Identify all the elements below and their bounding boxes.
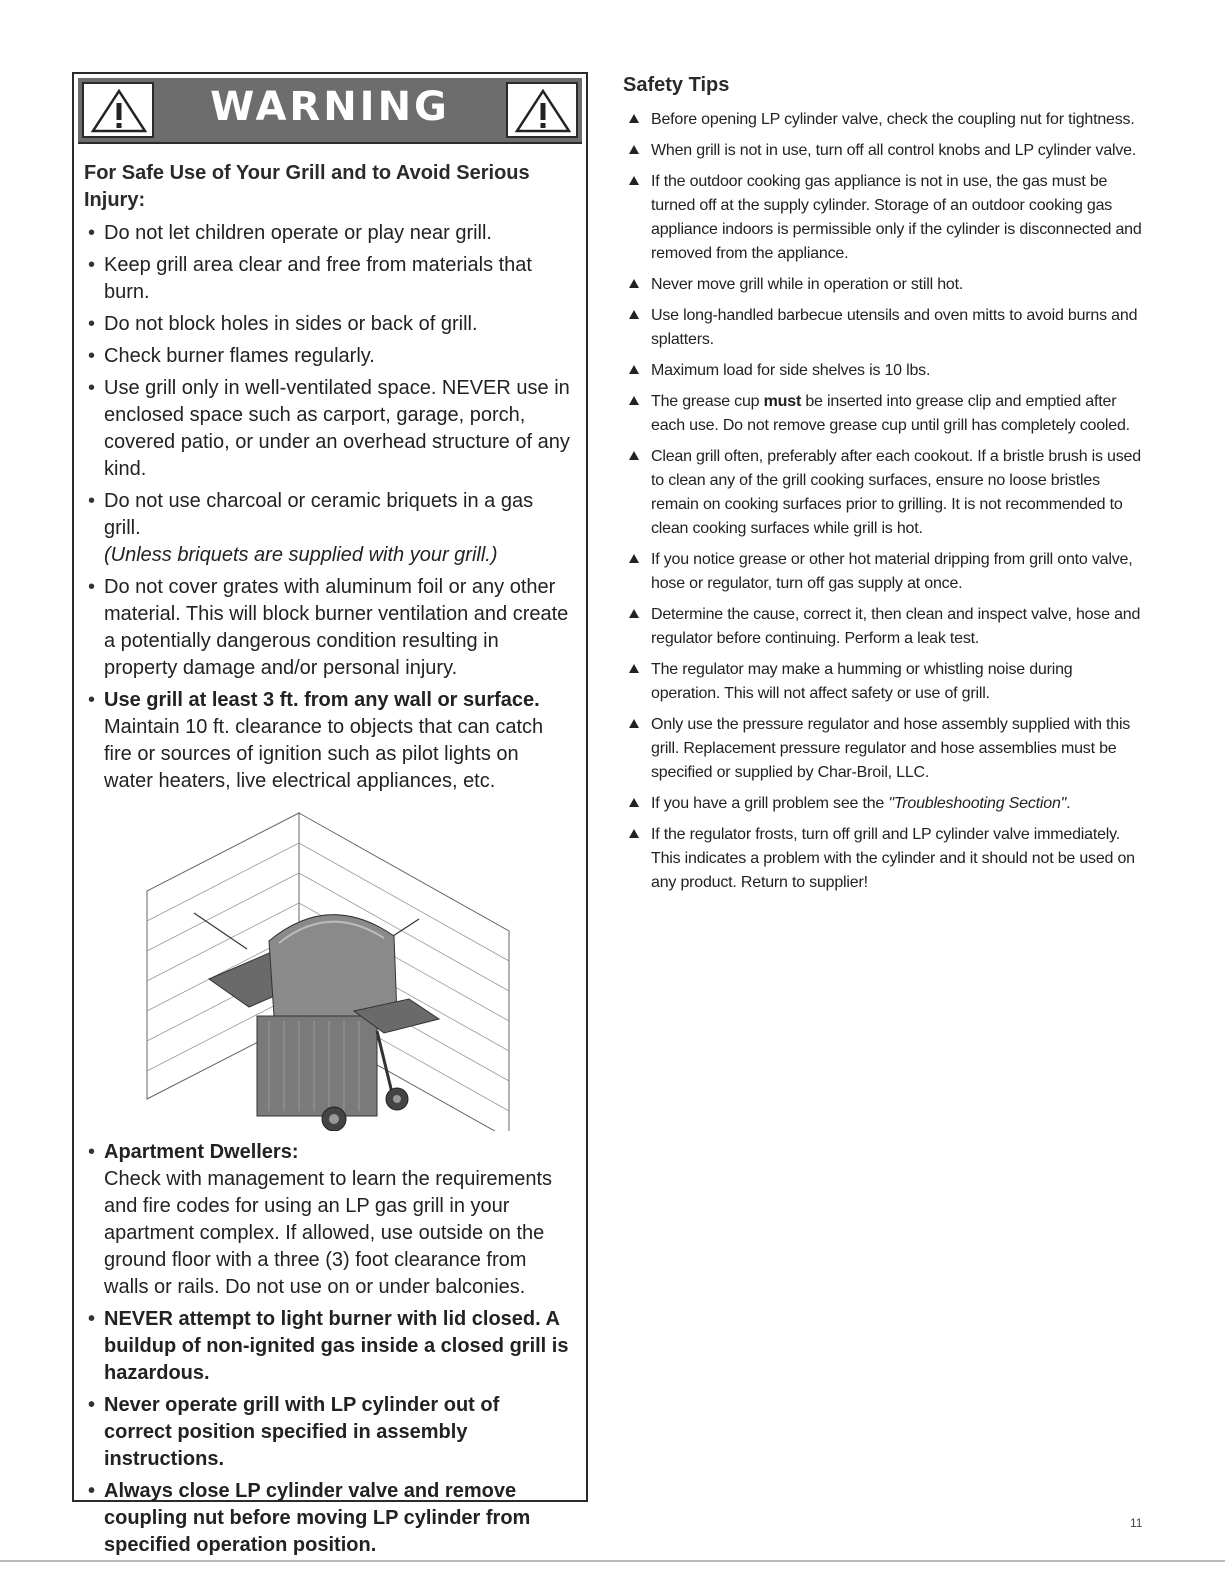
warning-body	[84, 160, 572, 1564]
triangle-bullet-icon	[629, 798, 639, 807]
warning-heading: For Safe Use of Your Grill and to Avoid Serious Injury:	[84, 162, 530, 211]
charcoal-note: (Unless briquets are supplied with your grill.)	[104, 544, 498, 566]
triangle-bullet-icon	[629, 310, 639, 319]
triangle-bullet-icon	[629, 114, 639, 123]
list-item	[623, 108, 1143, 132]
list-item: • Keep grill area clear and free from materials that burn.	[84, 252, 572, 306]
list-item	[84, 1139, 572, 1301]
list-item: • Always close LP cylinder valve and remove coupling nut before moving LP cylinder from specified operation position.	[84, 1478, 572, 1559]
grill-clearance-illustration	[139, 801, 539, 1131]
list-item	[84, 488, 572, 569]
triangle-bullet-icon	[629, 396, 639, 405]
warning-list	[84, 220, 572, 795]
triangle-bullet-icon	[629, 664, 639, 673]
triangle-bullet-icon	[629, 451, 639, 460]
page-number: 11	[1130, 1516, 1143, 1530]
apartment-text: Check with management to learn the requirements and fire codes for using an LP gas grill in your apartment complex. If allowed, use outside on the ground floor with a three (3) foot clearance from walls or rails. Do not use on or under balconies.	[104, 1168, 553, 1298]
tip-text: If the regulator frosts, turn off grill and LP cylinder valve immediately. This indicates a problem with the cylinder and it should not be used on any product. Return to supplier!	[651, 826, 1135, 891]
tip-text: Never move grill while in operation or still hot.	[651, 276, 964, 293]
warning-box	[72, 72, 588, 1556]
warning-triangle-icon	[82, 82, 154, 138]
list-item	[623, 273, 1143, 297]
list-item: • Do not cover grates with aluminum foil or any other material. This will block burner ventilation and create a potentially dangerous condition resulting in property damage and/or personal injury.	[84, 574, 572, 682]
list-item: • Use grill only in well-ventilated space. NEVER use in enclosed space such as carport, garage, porch, covered patio, or under an overhead structure of any kind.	[84, 375, 572, 483]
tip-text: The grease cup	[651, 393, 764, 410]
list-item: • NEVER attempt to light burner with lid closed. A buildup of non-ignited gas inside a closed grill is hazardous.	[84, 1306, 572, 1387]
triangle-bullet-icon	[629, 145, 639, 154]
triangle-bullet-icon	[629, 554, 639, 563]
tip-reference: "Troubleshooting Section"	[888, 795, 1067, 812]
triangle-bullet-icon	[629, 279, 639, 288]
tip-text: be inserted into grease clip and emptied after each use. Do not remove grease cup until grill has completely cooled.	[651, 393, 1130, 434]
page-bottom-rule	[0, 1560, 1225, 1562]
list-item	[623, 713, 1143, 785]
list-item	[623, 823, 1143, 895]
list-item: • Do not block holes in sides or back of grill.	[84, 311, 572, 338]
list-item: • Never operate grill with LP cylinder out of correct position specified in assembly instructions.	[84, 1392, 572, 1473]
tip-text: The regulator may make a humming or whistling noise during operation. This will not affect safety or use of grill.	[651, 661, 1073, 702]
clearance-lead: • Use grill at least 3 ft. from any wall or surface.	[104, 689, 540, 711]
clearance-text: Maintain 10 ft. clearance to objects that can catch fire or sources of ignition such as pilot lights on water heaters, live electrical appliances, etc.	[104, 716, 544, 792]
warning-triangle-icon	[506, 82, 578, 138]
tip-text: When grill is not in use, turn off all control knobs and LP cylinder valve.	[651, 142, 1137, 159]
list-item	[84, 687, 572, 795]
tip-text: Determine the cause, correct it, then clean and inspect valve, hose and regulator before continuing. Perform a leak test.	[651, 606, 1141, 647]
list-item	[623, 304, 1143, 352]
list-item	[623, 139, 1143, 163]
warning-header	[78, 78, 582, 144]
triangle-bullet-icon	[629, 365, 639, 374]
tip-text: Maximum load for side shelves is 10 lbs.	[651, 362, 931, 379]
list-item	[623, 359, 1143, 383]
tip-text: Only use the pressure regulator and hose assembly supplied with this grill. Replacement pressure regulator and hose assemblies must be specified or supplied by Char-Broil, LLC.	[651, 716, 1131, 781]
list-item: • Do not let children operate or play near grill.	[84, 220, 572, 247]
tip-text: .	[1066, 795, 1071, 812]
list-item	[623, 603, 1143, 651]
list-item	[623, 170, 1143, 266]
triangle-bullet-icon	[629, 829, 639, 838]
tip-text: If you have a grill problem see the	[651, 795, 889, 812]
safety-tips	[623, 72, 1143, 902]
tip-text: Clean grill often, preferably after each cookout. If a bristle brush is used to clean any of the grill cooking surfaces, ensure no loose bristles remain on cooking surfaces prior to grilling. It is not recommended to clean cooking surfaces while grill is hot.	[651, 448, 1141, 537]
triangle-bullet-icon	[629, 609, 639, 618]
tip-emphasis: must	[763, 393, 802, 410]
tip-text: Before opening LP cylinder valve, check the coupling nut for tightness.	[651, 111, 1135, 128]
tip-text: If you notice grease or other hot material dripping from grill onto valve, hose or regulator, turn off gas supply at once.	[651, 551, 1133, 592]
tip-text: Use long-handled barbecue utensils and oven mitts to avoid burns and splatters.	[651, 307, 1138, 348]
triangle-bullet-icon	[629, 719, 639, 728]
list-item	[623, 548, 1143, 596]
safety-tips-list	[623, 108, 1143, 895]
list-item: • Check burner flames regularly.	[84, 343, 572, 370]
charcoal-text: Do not use charcoal or ceramic briquets in a gas grill.	[104, 490, 534, 539]
warning-title: WARNING	[210, 84, 450, 130]
list-item	[623, 445, 1143, 541]
list-item	[623, 390, 1143, 438]
triangle-bullet-icon	[629, 176, 639, 185]
apartment-lead: • Apartment Dwellers:	[104, 1141, 299, 1163]
list-item	[623, 658, 1143, 706]
list-item	[623, 792, 1143, 816]
tip-text: If the outdoor cooking gas appliance is not in use, the gas must be turned off at the supply cylinder. Storage of an outdoor cooking gas appliance indoors is permissible only if the cylinder is disconnected and removed from the appliance.	[651, 173, 1142, 262]
warning-list-bottom	[84, 1139, 572, 1559]
safety-tips-title: Safety Tips	[623, 74, 730, 96]
